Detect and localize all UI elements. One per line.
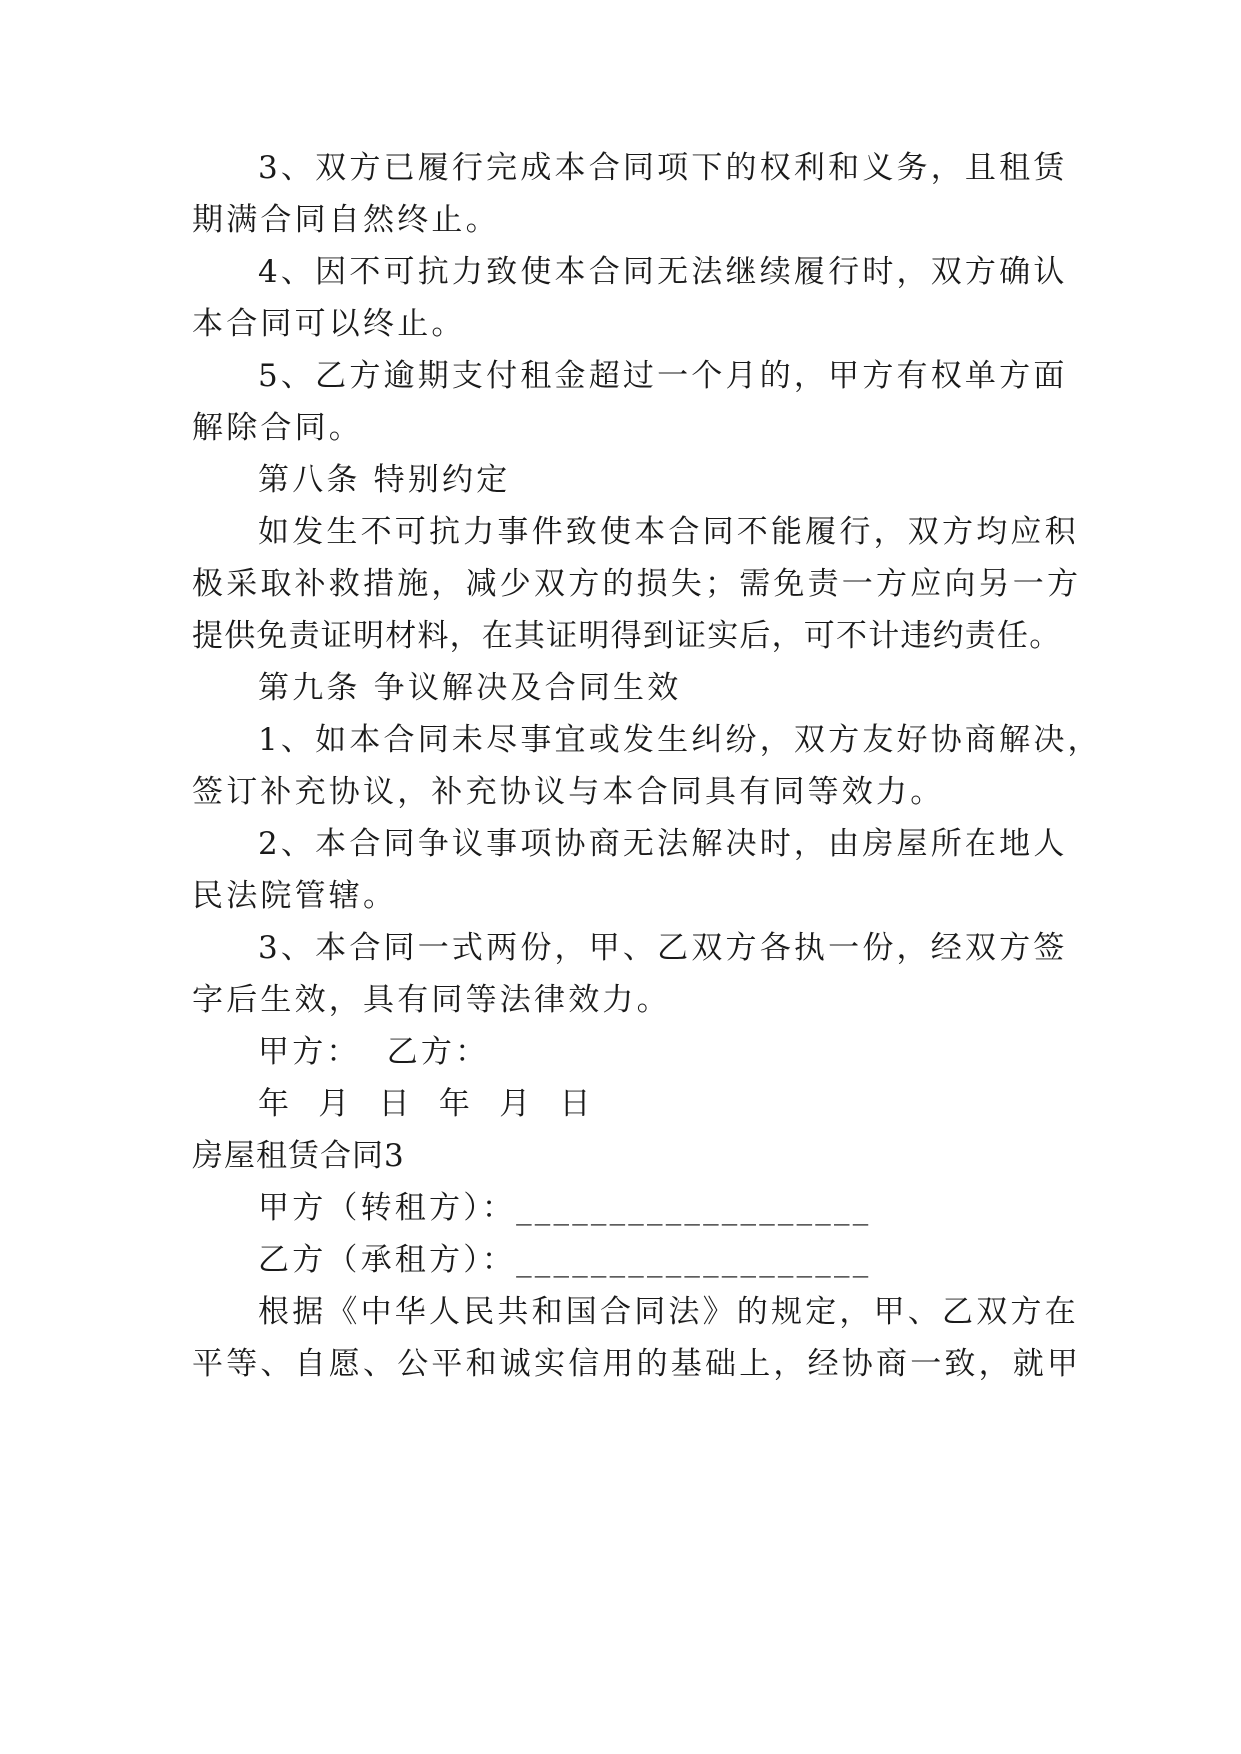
party-a-line: 甲方（转租方）：___________________ <box>258 1190 872 1226</box>
party-b-line: 乙方（承租方）：___________________ <box>258 1242 872 1278</box>
text-line: 解除合同。 <box>192 410 363 446</box>
text-line: 字后生效，具有同等法律效力。 <box>192 982 671 1018</box>
text-line: 3、本合同一式两份，甲、乙双方各执一份，经双方签 <box>258 930 1068 966</box>
text-line: 签订补充协议，补充协议与本合同具有同等效力。 <box>192 774 945 810</box>
text-line: 提供免责证明材料，在其证明得到证实后，可不计违约责任。 <box>192 618 1062 654</box>
text-line: 本合同可以终止。 <box>192 306 466 342</box>
text-line: 期满合同自然终止。 <box>192 202 500 238</box>
text-line: 如发生不可抗力事件致使本合同不能履行，双方均应积 <box>258 514 1079 550</box>
text-line: 民法院管辖。 <box>192 878 398 914</box>
text-line: 4、因不可抗力致使本合同无法继续履行时，双方确认 <box>258 254 1068 290</box>
text-line: 3、双方已履行完成本合同项下的权利和义务，且租赁 <box>258 150 1068 186</box>
section-heading: 第八条 特别约定 <box>258 462 511 498</box>
text-line: 极采取补救措施，减少双方的损失；需免责一方应向另一方 <box>192 566 1082 602</box>
text-line: 5、乙方逾期支付租金超过一个月的，甲方有权单方面 <box>258 358 1068 394</box>
contract-title: 房屋租赁合同3 <box>192 1138 405 1174</box>
section-heading: 第九条 争议解决及合同生效 <box>258 670 682 706</box>
signature-parties: 甲方： 乙方： <box>258 1034 490 1070</box>
text-line: 1、如本合同未尽事宜或发生纠纷，双方友好协商解决， <box>258 722 1102 758</box>
text-line: 2、本合同争议事项协商无法解决时，由房屋所在地人 <box>258 826 1068 862</box>
signature-dates: 年 月 日 年 月 日 <box>258 1086 594 1122</box>
text-line: 根据《中华人民共和国合同法》的规定，甲、乙双方在 <box>258 1294 1079 1330</box>
text-line: 平等、自愿、公平和诚实信用的基础上，经协商一致，就甲 <box>192 1346 1082 1382</box>
